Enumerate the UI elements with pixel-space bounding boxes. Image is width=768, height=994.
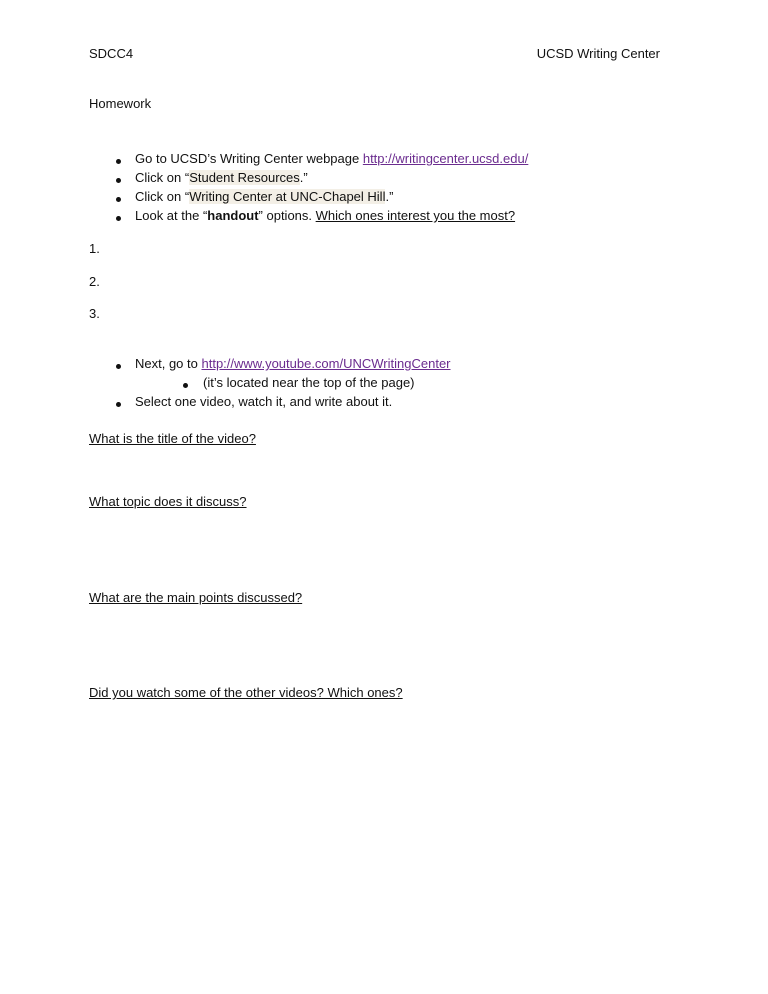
student-resources-text: Student Resources [189,170,300,185]
bullet-icon [116,402,121,407]
question-main-points: What are the main points discussed? [89,590,303,605]
header-left: SDCC4 [89,46,134,61]
header-right: UCSD Writing Center [536,46,660,61]
bullet-icon [116,159,121,164]
question-topic: What topic does it discuss? [89,494,247,509]
question-other-videos: Did you watch some of the other videos? Which ones? [89,685,403,700]
question-text: Which ones interest you the most? [315,208,516,223]
question-title: What is the title of the video? [89,431,256,446]
number-label: 3. [89,306,100,321]
unc-writing-center-text: Writing Center at UNC-Chapel Hill [189,189,386,204]
bullet-icon [183,383,188,388]
list-item: Select one video, watch it, and write about it. [135,394,393,409]
number-label: 1. [89,241,100,256]
bullet-icon [116,178,121,183]
list-item: (it’s located near the top of the page) [203,375,415,390]
list-item: Go to UCSD’s Writing Center webpage http://writingcenter.ucsd.edu/ [135,151,529,166]
page-title: Homework [89,96,152,111]
writing-center-link[interactable]: http://writingcenter.ucsd.edu/ [362,151,529,166]
list-item: Click on “Student Resources.” [135,170,308,185]
bullet-icon [116,364,121,369]
youtube-link[interactable]: http://www.youtube.com/UNCWritingCenter [201,356,451,371]
bullet-icon [116,197,121,202]
bullet-icon [116,216,121,221]
list-item: Next, go to http://www.youtube.com/UNCWritingCenter [135,356,451,371]
list-item: Look at the “handout” options. Which ones interest you the most? [135,208,516,223]
list-item: Click on “Writing Center at UNC-Chapel Hill.” [135,189,394,204]
number-label: 2. [89,274,100,289]
